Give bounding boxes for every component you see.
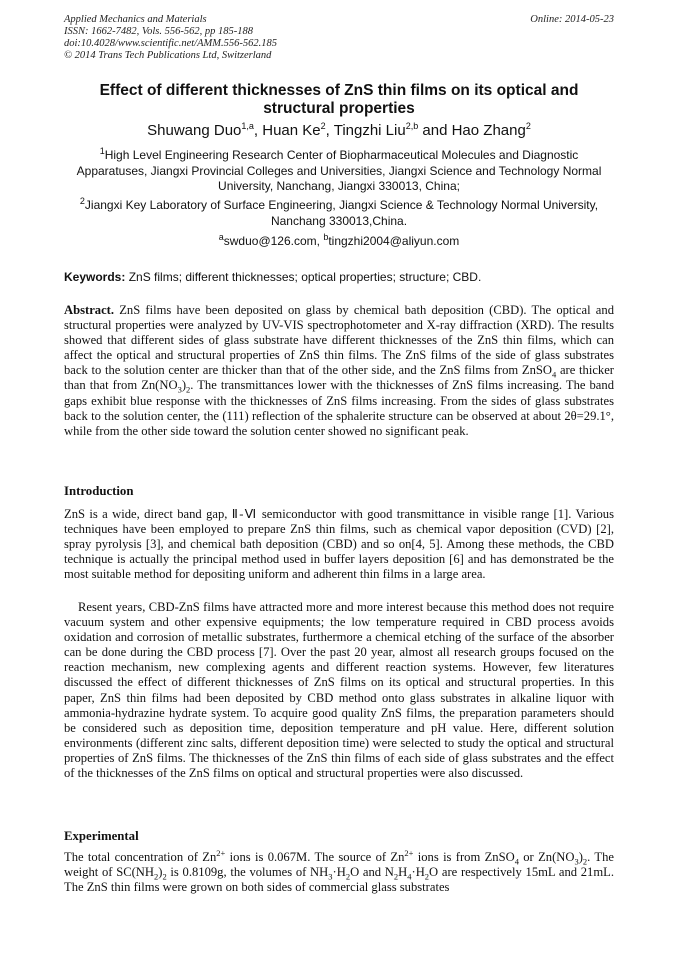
exp-text: ions is from ZnSO [413, 850, 515, 864]
abstract-text: . The transmittances lower with the thicknesses of ZnS films increasing. The band gaps exhibit blue response with the thicknesses of ZnS films increasing. From the sides of glass substrates back to the solution center, the (111) reflection of the sphalerite structure can be observed at about 2θ=29.1°, while from the other side toward the solution center showed no significant peak. [64, 378, 614, 438]
introduction-heading: Introduction [64, 484, 134, 498]
author-name: Shuwang Duo [147, 122, 242, 139]
subscript: 2 [345, 871, 351, 882]
online-date: Online: 2014-05-23 [530, 14, 614, 25]
abstract-text: are thicker than that from Zn(NO [64, 363, 614, 393]
subscript: 2 [186, 384, 191, 395]
exp-text: ) [578, 850, 583, 864]
superscript: 2+ [404, 847, 414, 858]
exp-text: ·H [411, 865, 425, 880]
affiliation-2 [64, 198, 614, 229]
keywords-label: Keywords: [64, 270, 126, 284]
abstract-text: ) [181, 378, 187, 393]
copyright-line: © 2014 Trans Tech Publications Ltd, Switzerland [64, 50, 272, 61]
author-name: Hao Zhang [451, 122, 526, 139]
exp-text: is 0.8109g, the volumes of NH [166, 865, 329, 880]
keywords [64, 270, 614, 284]
subscript: 4 [552, 369, 557, 380]
email-sup: a [218, 232, 224, 242]
author-and: and [422, 122, 448, 139]
subscript: 2 [582, 856, 588, 867]
journal-name: Applied Mechanics and Materials [64, 14, 207, 25]
introduction-paragraph-1: ZnS is a wide, direct band gap, Ⅱ-Ⅵ semiconductor with good transmittance in visible range [1]. Various techniques have been employed to prepare ZnS thin films, such as chemical vapor deposition (CVD) [2], spray pyrolysis [3], and chemical bath deposition (CBD) and so on[4, 5]. Among these methods, the CBD technique is actually the principal method used in buffer layers deposition [6] and has demonstrated be the most suitable method for depositing uniform and adherent thin films in a large area. [64, 507, 614, 582]
affiliation-1 [64, 148, 614, 195]
exp-text: O are respectively 15mL and 21mL. The ZnS thin films were grown on both sides of commercial glass substrates [64, 865, 614, 895]
exp-text: . The weight of SC(NH [64, 850, 614, 880]
paper-title: Effect of different thicknesses of ZnS thin films on its optical and structural properties [99, 82, 579, 117]
author-sup: 2,b [405, 121, 419, 131]
exp-text: ) [158, 865, 163, 880]
author-sup: 1,a [241, 121, 254, 131]
exp-text: O and N [350, 865, 394, 880]
email-link-a[interactable]: swduo@126.com, [223, 234, 324, 248]
subscript: 2 [424, 871, 430, 882]
subscript: 3 [574, 856, 579, 867]
subscript: 4 [514, 856, 519, 867]
author-name: Tingzhi Liu [333, 122, 406, 139]
subscript: 3 [177, 384, 182, 395]
abstract-text: ZnS films have been deposited on glass by chemical bath deposition (CBD). The optical and structural properties were analyzed by UV-VIS spectrophotometer and X-ray diffraction (XRD). The results showed that different sides of glass substrate have different thicknesses of the ZnS thin films, which can affect the optical and structural properties of ZnS thin films. The ZnS films of the side of glass substrates back to the solution center are thicker than that of the other side, and the ZnS films from ZnSO [64, 303, 614, 378]
affiliation-text: Jiangxi Key Laboratory of Surface Engineering, Jiangxi Science & Technology Normal University, Nanchang 330013,China. [84, 198, 599, 228]
subscript: 2 [162, 871, 167, 882]
introduction-paragraph-2: Resent years, CBD-ZnS films have attracted more and more interest because this method does not require vacuum system and other expensive equipments; the low temperature required in CBD process avoids oxidation and corrosion of metallic substrates, furthermore a chemical etching of the surface of the absorber can be done during the CBD process [7]. Over the past 20 year, almost all research groups focused on the reaction mechanism, new complexing agents and different reaction systems. However, few literatures discussed the effect of different thicknesses of ZnS films on its optical and structural properties. In this paper, ZnS thin films had been deposited by CBD method onto glass substrates in alkaline liquor with ammonia-hydrazine hydrate system. To acquire good quality ZnS films, the preparation parameters should be considered such as deposition time, deposition temperature and pH value. Here, different solution environments (different zinc salts, different deposition time) were selected to study the optical and structural properties of ZnS films. The thicknesses of the ZnS thin films of each side of glass substrates and the effect of the thicknesses of the ZnS films on optical and structural properties were also discussed. [64, 600, 614, 781]
subscript: 3 [328, 871, 333, 882]
exp-text: ions is 0.067M. The source of Zn [225, 850, 405, 864]
affiliation-sup: 2 [79, 196, 85, 206]
subscript: 2 [154, 871, 159, 882]
doi-line: doi:10.4028/www.scientific.net/AMM.556-562.185 [64, 38, 277, 49]
author-sup: 2 [320, 121, 326, 131]
experimental-paragraph [64, 847, 614, 895]
author-sup: 2 [525, 121, 531, 131]
superscript: 2+ [216, 847, 226, 858]
exp-text: H [398, 865, 408, 880]
issn-line: ISSN: 1662-7482, Vols. 556-562, pp 185-188 [64, 26, 253, 37]
exp-text: or Zn(NO [518, 850, 575, 864]
experimental-heading: Experimental [64, 829, 139, 843]
author-name: Huan Ke [262, 122, 321, 139]
author-list: Shuwang Duo$^{1,a}$, Huan Ke$^2$, Tingzhi Liu$^{2,b}$ and Hao Zhang$^2$ [147, 121, 531, 139]
abstract [64, 303, 614, 439]
keywords-text: ZnS films; different thicknesses; optical properties; structure; CBD. [125, 270, 482, 284]
subscript: 2 [393, 871, 399, 882]
email-link-b[interactable]: tingzhi2004@aliyun.com [328, 234, 460, 248]
email-line [64, 234, 614, 248]
subscript: 4 [407, 871, 412, 882]
exp-text: ·H [332, 865, 346, 880]
abstract-label: Abstract. [64, 303, 115, 317]
affiliation-text: High Level Engineering Research Center of Biopharmaceutical Molecules and Diagnostic Apparatuses, Jiangxi Provincial Colleges and Universities, Jiangxi Science and Technology Normal University, Nanchang, Jiangxi 330013, China; [76, 148, 602, 193]
journal-header [64, 14, 277, 62]
email-sup: b [323, 232, 329, 242]
affiliation-sup: 1 [99, 146, 105, 156]
exp-text: The total concentration of Zn [64, 850, 217, 864]
